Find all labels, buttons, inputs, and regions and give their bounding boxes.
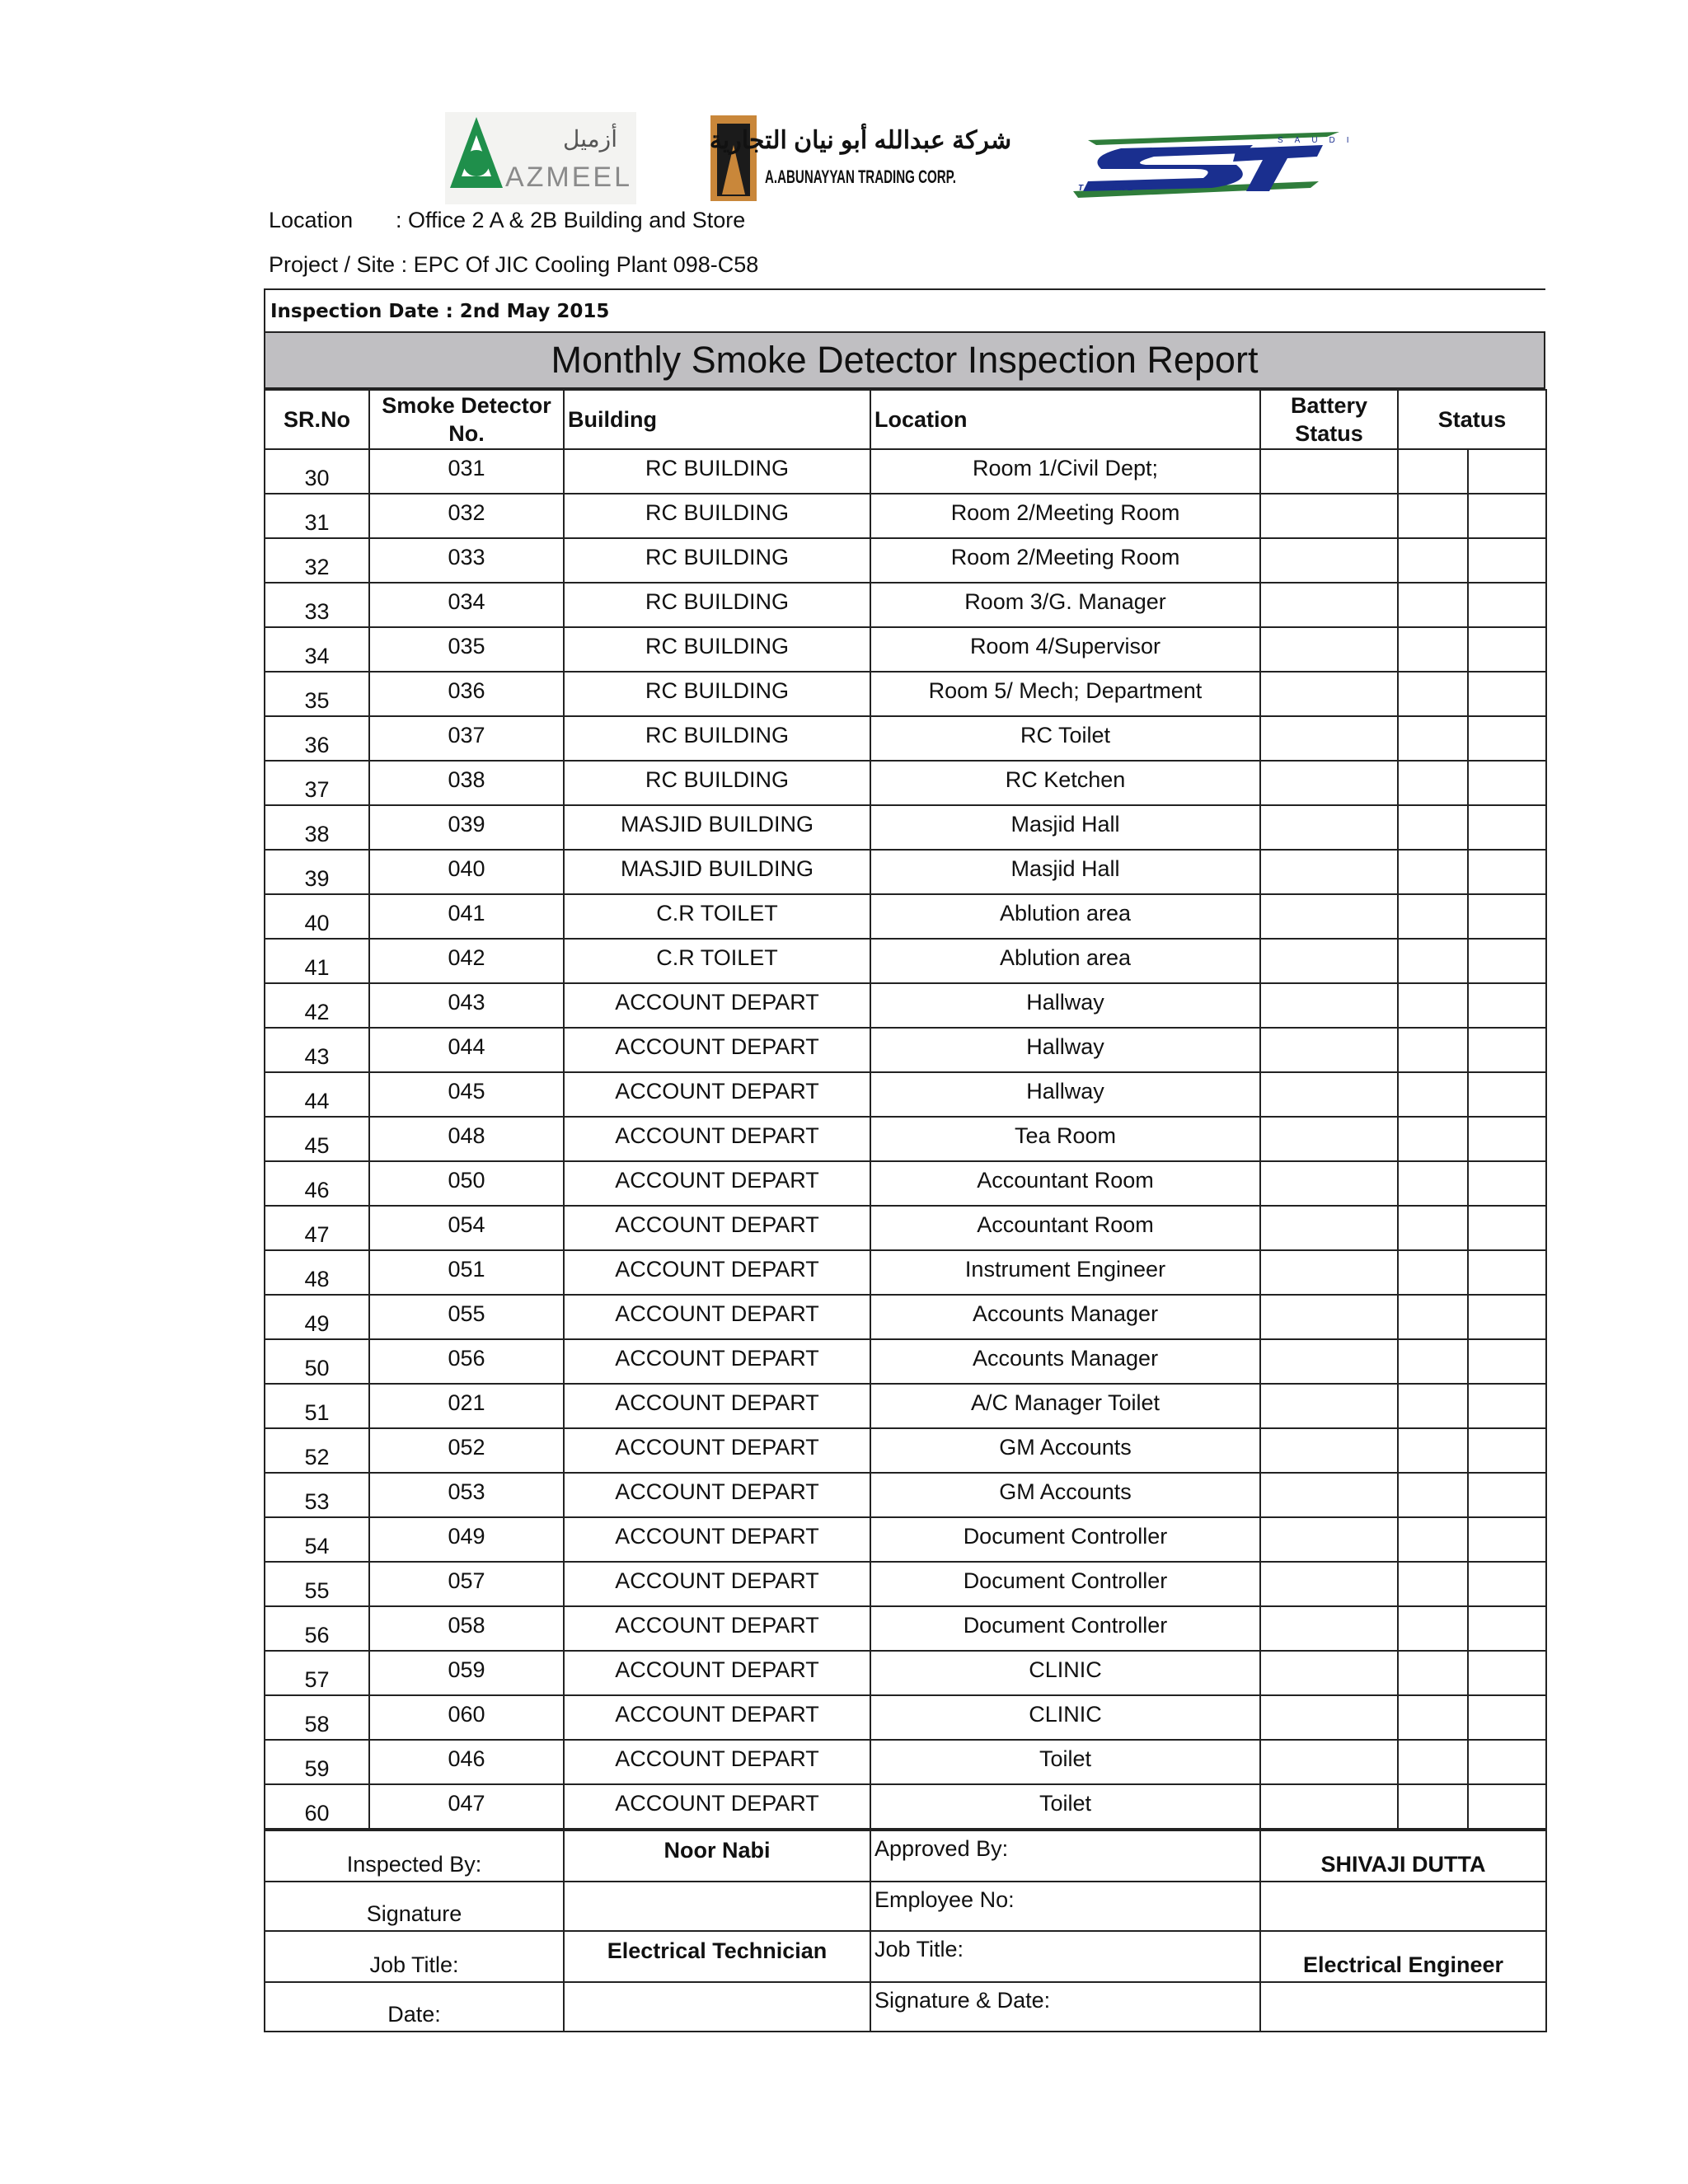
status-ok-cell[interactable] [1398, 805, 1468, 850]
status-fail-cell[interactable] [1468, 805, 1546, 850]
building-cell: ACCOUNT DEPART [564, 1117, 870, 1161]
status-fail-cell[interactable] [1468, 1651, 1546, 1695]
table-row [265, 850, 1546, 894]
status-ok-cell[interactable] [1398, 1651, 1468, 1695]
status-fail-cell[interactable] [1468, 1695, 1546, 1740]
detector-no-cell: 045 [369, 1072, 564, 1117]
status-fail-cell[interactable] [1468, 761, 1546, 805]
signature-label: Signature [265, 1882, 564, 1931]
status-ok-cell[interactable] [1398, 1028, 1468, 1072]
status-fail-cell[interactable] [1468, 1562, 1546, 1606]
battery-status-cell[interactable] [1260, 1740, 1398, 1784]
building-cell: ACCOUNT DEPART [564, 1072, 870, 1117]
building-cell: RC BUILDING [564, 761, 870, 805]
detector-no-cell: 055 [369, 1295, 564, 1339]
detector-no-cell: 048 [369, 1117, 564, 1161]
building-cell: ACCOUNT DEPART [564, 1784, 870, 1829]
location-cell: CLINIC [870, 1651, 1260, 1695]
sr-cell: 31 [265, 494, 369, 538]
status-fail-cell[interactable] [1468, 1517, 1546, 1562]
logo-strip [0, 107, 1688, 206]
sr-cell: 36 [265, 716, 369, 761]
building-cell: ACCOUNT DEPART [564, 1339, 870, 1384]
location-cell: Document Controller [870, 1606, 1260, 1651]
status-fail-cell[interactable] [1468, 1295, 1546, 1339]
status-ok-cell[interactable] [1398, 850, 1468, 894]
table-row [265, 1161, 1546, 1206]
status-fail-cell[interactable] [1468, 1339, 1546, 1384]
job-title-value-right: Electrical Engineer [1260, 1931, 1546, 1982]
location-cell: Accountant Room [870, 1161, 1260, 1206]
location-cell: Toilet [870, 1784, 1260, 1829]
detector-no-cell: 046 [369, 1740, 564, 1784]
battery-status-cell[interactable] [1260, 1695, 1398, 1740]
status-fail-cell[interactable] [1468, 538, 1546, 583]
status-ok-cell[interactable] [1398, 1695, 1468, 1740]
table-row [265, 449, 1546, 494]
building-cell: MASJID BUILDING [564, 805, 870, 850]
svg-text:TUMPANE: TUMPANE [1078, 184, 1136, 193]
building-cell: RC BUILDING [564, 538, 870, 583]
svg-text:أزميل: أزميل [563, 126, 617, 152]
detector-no-cell: 044 [369, 1028, 564, 1072]
table-row [265, 1562, 1546, 1606]
status-ok-cell[interactable] [1398, 716, 1468, 761]
building-cell: ACCOUNT DEPART [564, 1517, 870, 1562]
status-fail-cell[interactable] [1468, 1784, 1546, 1829]
status-fail-cell[interactable] [1468, 1161, 1546, 1206]
status-fail-cell[interactable] [1468, 850, 1546, 894]
status-fail-cell[interactable] [1468, 672, 1546, 716]
building-cell: C.R TOILET [564, 939, 870, 983]
building-cell: ACCOUNT DEPART [564, 1250, 870, 1295]
table-row [265, 805, 1546, 850]
sr-cell: 39 [265, 850, 369, 894]
location-cell: Document Controller [870, 1562, 1260, 1606]
detector-no-cell: 036 [369, 672, 564, 716]
table-row [265, 1695, 1546, 1740]
sr-cell: 50 [265, 1339, 369, 1384]
sr-cell: 41 [265, 939, 369, 983]
status-ok-cell[interactable] [1398, 449, 1468, 494]
building-cell: RC BUILDING [564, 449, 870, 494]
battery-status-cell[interactable] [1260, 1072, 1398, 1117]
location-cell: Hallway [870, 1072, 1260, 1117]
table-row [265, 894, 1546, 939]
sr-cell: 59 [265, 1740, 369, 1784]
table-row [265, 1740, 1546, 1784]
sr-cell: 44 [265, 1072, 369, 1117]
status-fail-cell[interactable] [1468, 1606, 1546, 1651]
detector-no-cell: 032 [369, 494, 564, 538]
sr-cell: 51 [265, 1384, 369, 1428]
detector-no-cell: 053 [369, 1473, 564, 1517]
sr-cell: 60 [265, 1784, 369, 1829]
status-ok-cell[interactable] [1398, 494, 1468, 538]
status-ok-cell[interactable] [1398, 1295, 1468, 1339]
col-header-battery: Battery Status [1260, 390, 1398, 449]
status-ok-cell[interactable] [1398, 1562, 1468, 1606]
col-header-building: Building [564, 390, 870, 449]
project-line [269, 252, 758, 278]
status-fail-cell[interactable] [1468, 1206, 1546, 1250]
table-row [265, 1784, 1546, 1829]
project-value: EPC Of JIC Cooling Plant 098-C58 [413, 252, 759, 277]
location-cell: RC Toilet [870, 716, 1260, 761]
sr-cell: 45 [265, 1117, 369, 1161]
sr-cell: 53 [265, 1473, 369, 1517]
status-fail-cell[interactable] [1468, 1428, 1546, 1473]
status-ok-cell[interactable] [1398, 627, 1468, 672]
detector-no-cell: 041 [369, 894, 564, 939]
detector-no-cell: 059 [369, 1651, 564, 1695]
status-fail-cell[interactable] [1468, 494, 1546, 538]
col-header-sr: SR.No [265, 390, 369, 449]
location-cell: A/C Manager Toilet [870, 1384, 1260, 1428]
building-cell: ACCOUNT DEPART [564, 1384, 870, 1428]
battery-status-cell[interactable] [1260, 1339, 1398, 1384]
sr-cell: 38 [265, 805, 369, 850]
table-row [265, 1295, 1546, 1339]
battery-status-cell[interactable] [1260, 761, 1398, 805]
job-title-label-right: Job Title: [870, 1931, 1260, 1982]
sr-cell: 42 [265, 983, 369, 1028]
battery-status-cell[interactable] [1260, 805, 1398, 850]
status-ok-cell[interactable] [1398, 1740, 1468, 1784]
location-cell: Room 3/G. Manager [870, 583, 1260, 627]
building-cell: ACCOUNT DEPART [564, 1562, 870, 1606]
location-cell: Room 1/Civil Dept; [870, 449, 1260, 494]
svg-text:AZMEEL: AZMEEL [504, 162, 633, 193]
sr-cell: 43 [265, 1028, 369, 1072]
detector-no-cell: 034 [369, 583, 564, 627]
status-fail-cell[interactable] [1468, 1473, 1546, 1517]
svg-text:شركة عبدالله أبو نيان التجارية: شركة عبدالله أبو نيان التجارية [709, 127, 1012, 154]
svg-text:SAUDI: SAUDI [1278, 136, 1361, 145]
table-row [265, 1206, 1546, 1250]
building-cell: ACCOUNT DEPART [564, 1161, 870, 1206]
detector-no-cell: 049 [369, 1517, 564, 1562]
battery-status-cell[interactable] [1260, 1028, 1398, 1072]
table-row [265, 939, 1546, 983]
battery-status-cell[interactable] [1260, 672, 1398, 716]
status-ok-cell[interactable] [1398, 1072, 1468, 1117]
col-header-location: Location [870, 390, 1260, 449]
battery-status-cell[interactable] [1260, 1206, 1398, 1250]
detector-no-cell: 031 [369, 449, 564, 494]
detector-no-cell: 042 [369, 939, 564, 983]
table-row [265, 1339, 1546, 1384]
abunayyan-logo [709, 112, 1012, 204]
battery-status-cell[interactable] [1260, 583, 1398, 627]
status-ok-cell[interactable] [1398, 583, 1468, 627]
status-fail-cell[interactable] [1468, 449, 1546, 494]
detector-no-cell: 051 [369, 1250, 564, 1295]
location-cell: Room 4/Supervisor [870, 627, 1260, 672]
sr-cell: 30 [265, 449, 369, 494]
detector-no-cell: 037 [369, 716, 564, 761]
sr-cell: 58 [265, 1695, 369, 1740]
detector-no-cell: 039 [369, 805, 564, 850]
location-cell: Tea Room [870, 1117, 1260, 1161]
sr-cell: 33 [265, 583, 369, 627]
location-cell: Room 2/Meeting Room [870, 494, 1260, 538]
sr-cell: 49 [265, 1295, 369, 1339]
status-fail-cell[interactable] [1468, 1384, 1546, 1428]
inspection-sheet [264, 288, 1545, 2032]
battery-status-cell[interactable] [1260, 1250, 1398, 1295]
svg-text:A.ABUNAYYAN TRADING CORP.: A.ABUNAYYAN TRADING CORP. [765, 166, 956, 187]
sr-cell: 32 [265, 538, 369, 583]
building-cell: ACCOUNT DEPART [564, 1206, 870, 1250]
status-ok-cell[interactable] [1398, 894, 1468, 939]
location-cell: Hallway [870, 1028, 1260, 1072]
table-row [265, 1072, 1546, 1117]
status-ok-cell[interactable] [1398, 1339, 1468, 1384]
detector-no-cell: 043 [369, 983, 564, 1028]
battery-status-cell[interactable] [1260, 1784, 1398, 1829]
building-cell: RC BUILDING [564, 627, 870, 672]
job-title-value-left: Electrical Technician [564, 1931, 870, 1982]
battery-status-cell[interactable] [1260, 538, 1398, 583]
building-cell: ACCOUNT DEPART [564, 1695, 870, 1740]
status-ok-cell[interactable] [1398, 1161, 1468, 1206]
inspected-by-label: Inspected By: [265, 1830, 564, 1882]
table-header-row [265, 390, 1546, 449]
location-cell: Toilet [870, 1740, 1260, 1784]
status-ok-cell[interactable] [1398, 1206, 1468, 1250]
status-ok-cell[interactable] [1398, 1784, 1468, 1829]
location-cell: Room 2/Meeting Room [870, 538, 1260, 583]
battery-status-cell[interactable] [1260, 1161, 1398, 1206]
table-row [265, 1117, 1546, 1161]
status-ok-cell[interactable] [1398, 1250, 1468, 1295]
detector-no-cell: 021 [369, 1384, 564, 1428]
building-cell: ACCOUNT DEPART [564, 1651, 870, 1695]
sr-cell: 56 [265, 1606, 369, 1651]
location-cell: CLINIC [870, 1695, 1260, 1740]
location-cell: Hallway [870, 983, 1260, 1028]
table-row [265, 494, 1546, 538]
table-row [265, 583, 1546, 627]
status-ok-cell[interactable] [1398, 983, 1468, 1028]
building-cell: ACCOUNT DEPART [564, 1295, 870, 1339]
sr-cell: 35 [265, 672, 369, 716]
building-cell: ACCOUNT DEPART [564, 1473, 870, 1517]
battery-status-cell[interactable] [1260, 983, 1398, 1028]
table-row [265, 761, 1546, 805]
building-cell: RC BUILDING [564, 494, 870, 538]
detector-no-cell: 054 [369, 1206, 564, 1250]
battery-status-cell[interactable] [1260, 1295, 1398, 1339]
status-ok-cell[interactable] [1398, 761, 1468, 805]
location-label: Location [269, 208, 354, 232]
status-fail-cell[interactable] [1468, 627, 1546, 672]
signature-field[interactable] [564, 1882, 870, 1931]
status-fail-cell[interactable] [1468, 939, 1546, 983]
building-cell: ACCOUNT DEPART [564, 1028, 870, 1072]
location-cell: Ablution area [870, 894, 1260, 939]
status-ok-cell[interactable] [1398, 1517, 1468, 1562]
battery-status-cell[interactable] [1260, 627, 1398, 672]
status-fail-cell[interactable] [1468, 1028, 1546, 1072]
building-cell: RC BUILDING [564, 716, 870, 761]
sr-cell: 34 [265, 627, 369, 672]
table-row [265, 1428, 1546, 1473]
table-row [265, 1028, 1546, 1072]
signoff-table [264, 1830, 1547, 2032]
detector-no-cell: 038 [369, 761, 564, 805]
sr-cell: 47 [265, 1206, 369, 1250]
location-cell: Accounts Manager [870, 1339, 1260, 1384]
col-header-status: Status [1398, 390, 1546, 449]
status-ok-cell[interactable] [1398, 1473, 1468, 1517]
status-ok-cell[interactable] [1398, 1606, 1468, 1651]
battery-status-cell[interactable] [1260, 716, 1398, 761]
status-fail-cell[interactable] [1468, 983, 1546, 1028]
location-line [269, 208, 745, 233]
battery-status-cell[interactable] [1260, 1606, 1398, 1651]
detector-no-cell: 040 [369, 850, 564, 894]
building-cell: ACCOUNT DEPART [564, 1428, 870, 1473]
table-row [265, 672, 1546, 716]
battery-status-cell[interactable] [1260, 1651, 1398, 1695]
location-cell: Accounts Manager [870, 1295, 1260, 1339]
battery-status-cell[interactable] [1260, 894, 1398, 939]
table-row [265, 1473, 1546, 1517]
location-cell: GM Accounts [870, 1428, 1260, 1473]
table-row [265, 538, 1546, 583]
sr-cell: 55 [265, 1562, 369, 1606]
table-row [265, 1606, 1546, 1651]
location-cell: Instrument Engineer [870, 1250, 1260, 1295]
detector-no-cell: 057 [369, 1562, 564, 1606]
status-ok-cell[interactable] [1398, 538, 1468, 583]
battery-status-cell[interactable] [1260, 1428, 1398, 1473]
location-value: : Office 2 A & 2B Building and Store [396, 208, 746, 232]
status-fail-cell[interactable] [1468, 1117, 1546, 1161]
sr-cell: 37 [265, 761, 369, 805]
table-row [265, 1517, 1546, 1562]
location-cell: Accountant Room [870, 1206, 1260, 1250]
battery-status-cell[interactable] [1260, 449, 1398, 494]
date-field[interactable] [564, 1982, 870, 2032]
project-label: Project / Site : [269, 252, 408, 277]
approved-by-value: SHIVAJI DUTTA [1260, 1830, 1546, 1882]
detector-no-cell: 060 [369, 1695, 564, 1740]
employee-no-field[interactable] [1260, 1882, 1546, 1931]
building-cell: MASJID BUILDING [564, 850, 870, 894]
col-header-detector: Smoke Detector No. [369, 390, 564, 449]
table-row [265, 716, 1546, 761]
sr-cell: 48 [265, 1250, 369, 1295]
table-row [265, 627, 1546, 672]
status-fail-cell[interactable] [1468, 1250, 1546, 1295]
location-cell: Room 5/ Mech; Department [870, 672, 1260, 716]
location-cell: Masjid Hall [870, 805, 1260, 850]
location-cell: GM Accounts [870, 1473, 1260, 1517]
inspection-date: Inspection Date : 2nd May 2015 [264, 288, 1545, 331]
signature-date-label: Signature & Date: [870, 1982, 1260, 2032]
status-ok-cell[interactable] [1398, 1384, 1468, 1428]
table-row [265, 1384, 1546, 1428]
sr-cell: 54 [265, 1517, 369, 1562]
azmeel-logo [445, 112, 636, 204]
employee-no-label: Employee No: [870, 1882, 1260, 1931]
detector-no-cell: 052 [369, 1428, 564, 1473]
saudi-tumpane-logo [1071, 124, 1361, 202]
location-cell: RC Ketchen [870, 761, 1260, 805]
status-ok-cell[interactable] [1398, 672, 1468, 716]
status-ok-cell[interactable] [1398, 1428, 1468, 1473]
status-fail-cell[interactable] [1468, 894, 1546, 939]
sr-cell: 40 [265, 894, 369, 939]
building-cell: ACCOUNT DEPART [564, 1740, 870, 1784]
status-fail-cell[interactable] [1468, 583, 1546, 627]
sr-cell: 52 [265, 1428, 369, 1473]
building-cell: C.R TOILET [564, 894, 870, 939]
detector-no-cell: 058 [369, 1606, 564, 1651]
signature-date-field[interactable] [1260, 1982, 1546, 2032]
battery-status-cell[interactable] [1260, 939, 1398, 983]
date-label: Date: [265, 1982, 564, 2032]
detector-no-cell: 047 [369, 1784, 564, 1829]
battery-status-cell[interactable] [1260, 850, 1398, 894]
location-cell: Ablution area [870, 939, 1260, 983]
status-fail-cell[interactable] [1468, 1072, 1546, 1117]
battery-status-cell[interactable] [1260, 1117, 1398, 1161]
detector-no-cell: 033 [369, 538, 564, 583]
building-cell: RC BUILDING [564, 583, 870, 627]
building-cell: RC BUILDING [564, 672, 870, 716]
table-row [265, 983, 1546, 1028]
battery-status-cell[interactable] [1260, 1384, 1398, 1428]
status-ok-cell[interactable] [1398, 939, 1468, 983]
status-fail-cell[interactable] [1468, 716, 1546, 761]
detector-table [264, 389, 1547, 1830]
status-ok-cell[interactable] [1398, 1117, 1468, 1161]
battery-status-cell[interactable] [1260, 1473, 1398, 1517]
location-cell: Masjid Hall [870, 850, 1260, 894]
sr-cell: 57 [265, 1651, 369, 1695]
table-row [265, 1651, 1546, 1695]
approved-by-label: Approved By: [870, 1830, 1260, 1882]
table-row [265, 1250, 1546, 1295]
battery-status-cell[interactable] [1260, 494, 1398, 538]
status-fail-cell[interactable] [1468, 1740, 1546, 1784]
report-title: Monthly Smoke Detector Inspection Report [264, 331, 1545, 389]
battery-status-cell[interactable] [1260, 1517, 1398, 1562]
detector-no-cell: 035 [369, 627, 564, 672]
building-cell: ACCOUNT DEPART [564, 983, 870, 1028]
location-cell: Document Controller [870, 1517, 1260, 1562]
job-title-label-left: Job Title: [265, 1931, 564, 1982]
sr-cell: 46 [265, 1161, 369, 1206]
building-cell: ACCOUNT DEPART [564, 1606, 870, 1651]
inspected-by-value: Noor Nabi [564, 1830, 870, 1882]
battery-status-cell[interactable] [1260, 1562, 1398, 1606]
detector-no-cell: 056 [369, 1339, 564, 1384]
detector-no-cell: 050 [369, 1161, 564, 1206]
